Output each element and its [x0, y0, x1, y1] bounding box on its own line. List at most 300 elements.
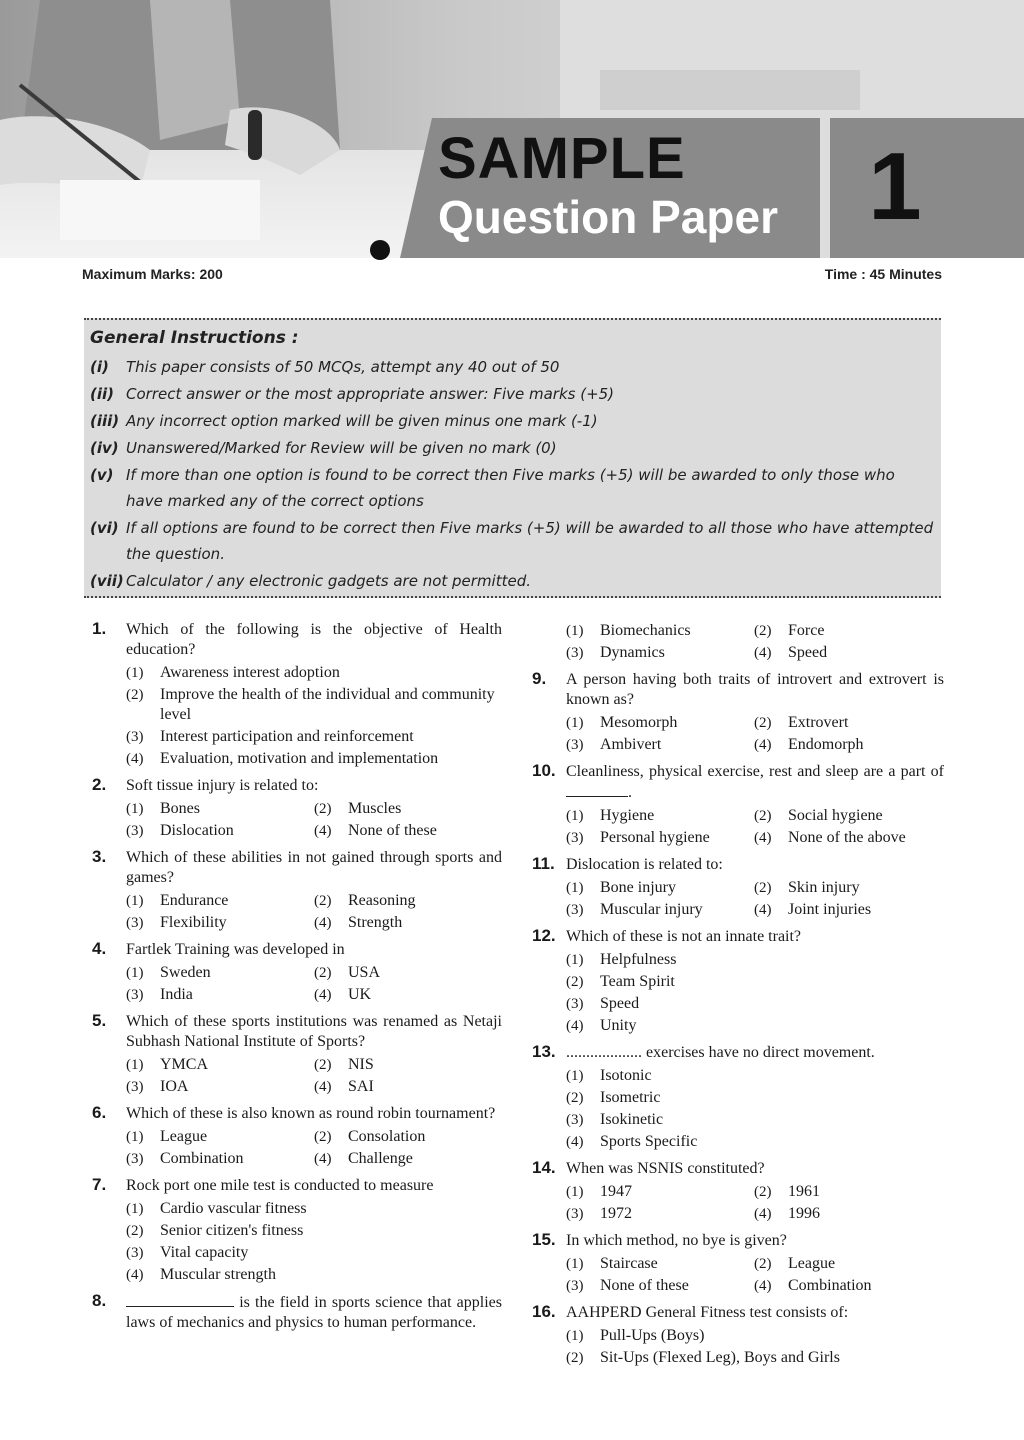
- option-item: [754, 735, 942, 755]
- option-number: (4): [566, 1018, 584, 1034]
- options-list: [566, 1253, 944, 1297]
- instruction-text: If more than one option is found to be correct then Five marks (+5) will be awarded to only those who have marked any of the correct options: [126, 466, 895, 510]
- instruction-item: [90, 462, 935, 514]
- question-text: [126, 620, 502, 660]
- question-text: [126, 848, 502, 888]
- option-text: Force: [788, 622, 825, 639]
- question-number: 7.: [92, 1175, 107, 1194]
- option-item: [314, 1149, 502, 1169]
- maximum-marks: Maximum Marks: 200: [82, 266, 223, 282]
- instruction-item: [90, 408, 935, 434]
- option-number: (2): [126, 1223, 144, 1239]
- option-text: Helpfulness: [600, 951, 677, 968]
- options-list: [566, 1181, 944, 1225]
- option-item: [314, 1077, 502, 1097]
- option-number: (3): [126, 915, 144, 931]
- option-item: [126, 663, 502, 683]
- instruction-text: Calculator / any electronic gadgets are not permitted.: [126, 572, 532, 590]
- question-text: [126, 776, 502, 796]
- question-text-body: AAHPERD General Fitness test consists of:: [566, 1304, 849, 1321]
- option-item: [754, 900, 942, 920]
- option-text: Endomorph: [788, 736, 864, 753]
- option-number: (3): [126, 729, 144, 745]
- option-item: [126, 1077, 314, 1097]
- question-item: [532, 1043, 944, 1153]
- general-instructions: [84, 318, 941, 598]
- option-number: (1): [126, 1129, 144, 1145]
- option-number: (4): [566, 1134, 584, 1150]
- option-text: Muscular strength: [160, 1266, 276, 1283]
- question-number: 8.: [92, 1291, 107, 1310]
- question-number: 9.: [532, 669, 547, 688]
- option-item: [566, 900, 754, 920]
- option-text: SAI: [348, 1078, 374, 1095]
- option-text: None of these: [600, 1277, 689, 1294]
- option-number: (2): [314, 893, 332, 909]
- question-item: [532, 927, 944, 1037]
- option-item: [754, 828, 942, 848]
- option-number: (2): [754, 715, 772, 731]
- instruction-item: [90, 435, 935, 461]
- question-number: 14.: [532, 1158, 556, 1177]
- instruction-number: (vii): [90, 572, 124, 590]
- option-text: Awareness interest adoption: [160, 664, 340, 681]
- option-text: Improve the health of the individual and community level: [160, 686, 495, 723]
- question-item: [92, 620, 502, 770]
- option-item: [754, 1204, 942, 1224]
- instruction-item: [90, 381, 935, 407]
- option-text: Cardio vascular fitness: [160, 1200, 307, 1217]
- option-item: [566, 806, 754, 826]
- question-text: [126, 1176, 502, 1196]
- option-number: (4): [754, 645, 772, 661]
- option-text: Sweden: [160, 964, 211, 981]
- option-number: (3): [566, 830, 584, 846]
- title-question-paper: Question Paper: [438, 191, 778, 243]
- option-number: (4): [754, 830, 772, 846]
- option-item: [566, 621, 754, 641]
- option-text: League: [788, 1255, 836, 1272]
- options-list: [566, 620, 944, 664]
- option-text: None of these: [348, 822, 437, 839]
- question-item: [92, 1176, 502, 1286]
- question-text-body: Which of these sports institutions was renamed as Netaji Subhash National Institute of Sports?: [126, 1013, 502, 1050]
- option-item: [566, 713, 754, 733]
- option-item: [314, 891, 502, 911]
- option-item: [566, 950, 944, 970]
- option-number: (2): [754, 1256, 772, 1272]
- option-number: (4): [126, 751, 144, 767]
- option-item: [566, 1110, 944, 1130]
- option-number: (4): [314, 915, 332, 931]
- option-number: (3): [566, 1278, 584, 1294]
- option-item: [314, 821, 502, 841]
- option-text: Hygiene: [600, 807, 655, 824]
- option-item: [754, 713, 942, 733]
- question-text-body: Which of these is also known as round robin tournament?: [126, 1105, 496, 1122]
- instruction-item: [90, 568, 935, 594]
- option-item: [754, 878, 942, 898]
- question-text: [566, 1303, 944, 1323]
- option-number: (2): [314, 1129, 332, 1145]
- option-number: (1): [126, 801, 144, 817]
- option-number: (1): [566, 952, 584, 968]
- options-list: [126, 1126, 502, 1170]
- options-list: [566, 1325, 944, 1369]
- option-text: Isokinetic: [600, 1111, 664, 1128]
- question-text-body: In which method, no bye is given?: [566, 1232, 787, 1249]
- option-item: [566, 1182, 754, 1202]
- question-item: [532, 670, 944, 756]
- option-text: Flexibility: [160, 914, 227, 931]
- question-number: 11.: [532, 854, 555, 873]
- option-number: (4): [126, 1267, 144, 1283]
- option-item: [126, 1055, 314, 1075]
- options-list: [566, 805, 944, 849]
- option-text: Interest participation and reinforcement: [160, 728, 414, 745]
- option-item: [566, 1066, 944, 1086]
- option-item: [314, 913, 502, 933]
- question-item: [92, 1012, 502, 1098]
- option-number: (4): [314, 823, 332, 839]
- option-number: (3): [126, 1245, 144, 1261]
- option-item: [314, 963, 502, 983]
- option-text: 1947: [600, 1183, 632, 1200]
- question-text-body: Soft tissue injury is related to:: [126, 777, 319, 794]
- instruction-number: (ii): [90, 385, 114, 403]
- option-text: Biomechanics: [600, 622, 691, 639]
- option-item: [566, 1088, 944, 1108]
- option-number: (3): [126, 823, 144, 839]
- options-list: [126, 962, 502, 1006]
- option-number: (3): [566, 902, 584, 918]
- option-number: (4): [754, 1278, 772, 1294]
- option-text: Sports Specific: [600, 1133, 698, 1150]
- option-text: NIS: [348, 1056, 374, 1073]
- option-item: [126, 727, 502, 747]
- question-number: 6.: [92, 1103, 107, 1122]
- question-text: [566, 670, 944, 710]
- option-item: [566, 1254, 754, 1274]
- time-limit: Time : 45 Minutes: [824, 266, 942, 282]
- options-list: [566, 712, 944, 756]
- option-item: [566, 1016, 944, 1036]
- instruction-number: (v): [90, 466, 114, 484]
- option-item: [754, 643, 942, 663]
- option-item: [126, 1127, 314, 1147]
- option-item: [126, 799, 314, 819]
- question-text-body: ................... exercises have no direct movement.: [566, 1044, 875, 1061]
- option-text: Combination: [160, 1150, 244, 1167]
- option-text: None of the above: [788, 829, 906, 846]
- option-text: Evaluation, motivation and implementation: [160, 750, 439, 767]
- option-text: Mesomorph: [600, 714, 678, 731]
- option-number: (4): [314, 1151, 332, 1167]
- option-item: [566, 828, 754, 848]
- question-item: [532, 855, 944, 921]
- title-sample: SAMPLE: [438, 126, 686, 191]
- option-text: Speed: [788, 644, 828, 661]
- option-item: [566, 735, 754, 755]
- options-list: [126, 662, 502, 770]
- question-item: [532, 1159, 944, 1225]
- option-number: (1): [566, 715, 584, 731]
- paper-number: 1: [868, 133, 922, 240]
- option-text: USA: [348, 964, 381, 981]
- question-text: [126, 1292, 502, 1333]
- question-8-options-continued: [532, 620, 944, 664]
- option-number: (1): [126, 893, 144, 909]
- option-text: Sit-Ups (Flexed Leg), Boys and Girls: [600, 1349, 840, 1366]
- questions-left-column: [92, 620, 502, 1339]
- instruction-item: [90, 515, 935, 567]
- question-item: [92, 848, 502, 934]
- option-item: [566, 878, 754, 898]
- option-item: [566, 972, 944, 992]
- question-number: 13.: [532, 1042, 556, 1061]
- question-item: [92, 776, 502, 842]
- question-text-body: Fartlek Training was developed in: [126, 941, 345, 958]
- options-list: [566, 949, 944, 1037]
- question-item: [532, 1303, 944, 1369]
- option-text: Staircase: [600, 1255, 658, 1272]
- option-item: [566, 643, 754, 663]
- option-number: (2): [754, 880, 772, 896]
- option-item: [126, 1265, 502, 1285]
- option-number: (1): [126, 1201, 144, 1217]
- option-number: (3): [566, 1206, 584, 1222]
- option-number: (2): [126, 687, 144, 703]
- question-number: 4.: [92, 939, 107, 958]
- option-item: [126, 1221, 502, 1241]
- option-item: [566, 1326, 944, 1346]
- option-item: [754, 1254, 942, 1274]
- question-item: [532, 1231, 944, 1297]
- question-number: 15.: [532, 1230, 556, 1249]
- option-text: 1972: [600, 1205, 632, 1222]
- question-item: [92, 940, 502, 1006]
- question-number: 16.: [532, 1302, 556, 1321]
- question-text: [566, 1159, 944, 1179]
- option-text: 1961: [788, 1183, 820, 1200]
- option-number: (1): [566, 1328, 584, 1344]
- question-text: [566, 855, 944, 875]
- instruction-number: (iv): [90, 439, 119, 457]
- question-text-body: is the field in sports science that applies laws of mechanics and physics to human performance.: [126, 1294, 503, 1331]
- instructions-heading: General Instructions :: [90, 328, 299, 348]
- instruction-number: (iii): [90, 412, 120, 430]
- options-list: [566, 1065, 944, 1153]
- option-number: (1): [566, 880, 584, 896]
- option-text: Ambivert: [600, 736, 662, 753]
- option-item: [754, 1276, 942, 1296]
- options-list: [566, 877, 944, 921]
- question-number: 1.: [92, 619, 107, 638]
- option-text: Social hygiene: [788, 807, 883, 824]
- option-item: [314, 985, 502, 1005]
- option-item: [566, 1132, 944, 1152]
- option-text: 1996: [788, 1205, 820, 1222]
- option-text: Reasoning: [348, 892, 416, 909]
- options-list: [126, 798, 502, 842]
- instruction-text: This paper consists of 50 MCQs, attempt any 40 out of 50: [126, 358, 560, 376]
- option-item: [126, 749, 502, 769]
- option-number: (1): [126, 1057, 144, 1073]
- option-item: [566, 994, 944, 1014]
- instructions-list: [90, 354, 935, 594]
- question-item: [92, 1104, 502, 1170]
- question-text: [126, 1104, 502, 1124]
- option-number: (1): [566, 808, 584, 824]
- option-text: UK: [348, 986, 372, 1003]
- option-number: (2): [754, 808, 772, 824]
- question-text-body: When was NSNIS constituted?: [566, 1160, 765, 1177]
- instruction-text: Any incorrect option marked will be given minus one mark (-1): [126, 412, 598, 430]
- option-number: (2): [314, 801, 332, 817]
- option-text: Dislocation: [160, 822, 234, 839]
- options-list: [126, 1054, 502, 1098]
- option-text: Personal hygiene: [600, 829, 710, 846]
- option-number: (4): [314, 1079, 332, 1095]
- option-text: Extrovert: [788, 714, 849, 731]
- question-text: [566, 762, 944, 803]
- option-number: (1): [566, 1068, 584, 1084]
- option-text: Senior citizen's fitness: [160, 1222, 304, 1239]
- option-number: (1): [126, 665, 144, 681]
- question-text-body: Dislocation is related to:: [566, 856, 723, 873]
- option-item: [126, 685, 502, 725]
- option-text: League: [160, 1128, 208, 1145]
- question-number: 2.: [92, 775, 107, 794]
- option-text: YMCA: [160, 1056, 209, 1073]
- banner-dot: [370, 240, 390, 260]
- option-item: [126, 963, 314, 983]
- option-item: [566, 1348, 944, 1368]
- options-list: [126, 890, 502, 934]
- option-text: Muscular injury: [600, 901, 703, 918]
- option-text: Isotonic: [600, 1067, 652, 1084]
- questions-right-column: [532, 620, 944, 1375]
- option-number: (3): [126, 1151, 144, 1167]
- instruction-number: (vi): [90, 519, 119, 537]
- question-text-body: Which of the following is the objective of Health education?: [126, 621, 502, 658]
- option-item: [314, 1055, 502, 1075]
- option-item: [126, 913, 314, 933]
- instruction-text: If all options are found to be correct then Five marks (+5) will be awarded to all those who have attempted the question.: [126, 519, 934, 563]
- instruction-text: Unanswered/Marked for Review will be given no mark (0): [126, 439, 557, 457]
- option-number: (3): [566, 737, 584, 753]
- option-item: [126, 821, 314, 841]
- question-number: 5.: [92, 1011, 107, 1030]
- option-text: India: [160, 986, 193, 1003]
- question-number: 12.: [532, 926, 556, 945]
- option-number: (2): [566, 1090, 584, 1106]
- question-text: [126, 1012, 502, 1052]
- question-item: [92, 1292, 502, 1333]
- option-text: Consolation: [348, 1128, 426, 1145]
- option-item: [314, 1127, 502, 1147]
- option-number: (2): [754, 623, 772, 639]
- question-number: 3.: [92, 847, 107, 866]
- option-number: (4): [314, 987, 332, 1003]
- option-number: (3): [126, 1079, 144, 1095]
- question-text-body: Rock port one mile test is conducted to measure: [126, 1177, 434, 1194]
- option-item: [126, 985, 314, 1005]
- option-number: (1): [566, 623, 584, 639]
- option-item: [566, 1204, 754, 1224]
- option-item: [566, 1276, 754, 1296]
- option-text: Speed: [600, 995, 640, 1012]
- answer-blank: [126, 1292, 234, 1307]
- question-text-body: Which of these is not an innate trait?: [566, 928, 802, 945]
- instruction-number: (i): [90, 358, 109, 376]
- instruction-text: Correct answer or the most appropriate answer: Five marks (+5): [126, 385, 615, 403]
- option-number: (1): [126, 965, 144, 981]
- option-number: (3): [566, 645, 584, 661]
- question-text-end: .: [628, 784, 632, 801]
- option-text: Vital capacity: [160, 1244, 249, 1261]
- option-text: Endurance: [160, 892, 229, 909]
- option-text: Team Spirit: [600, 973, 675, 990]
- option-number: (3): [126, 987, 144, 1003]
- option-text: Skin injury: [788, 879, 860, 896]
- option-item: [754, 1182, 942, 1202]
- option-text: Joint injuries: [788, 901, 872, 918]
- option-number: (1): [566, 1184, 584, 1200]
- option-item: [126, 1243, 502, 1263]
- question-number: 10.: [532, 761, 556, 780]
- instruction-item: [90, 354, 935, 380]
- options-list: [126, 1198, 502, 1286]
- option-text: Muscles: [348, 800, 402, 817]
- option-item: [126, 1149, 314, 1169]
- option-text: Isometric: [600, 1089, 661, 1106]
- option-number: (2): [314, 965, 332, 981]
- question-text-body: A person having both traits of introvert and extrovert is known as?: [566, 671, 944, 708]
- question-text-body: Cleanliness, physical exercise, rest and sleep are a part of: [566, 763, 944, 780]
- option-item: [126, 891, 314, 911]
- question-text: [566, 1231, 944, 1251]
- option-text: Bone injury: [600, 879, 676, 896]
- option-number: (4): [754, 737, 772, 753]
- option-item: [754, 621, 942, 641]
- option-text: Combination: [788, 1277, 872, 1294]
- question-text: [566, 1043, 944, 1063]
- option-text: Dynamics: [600, 644, 665, 661]
- question-text-body: Which of these abilities in not gained through sports and games?: [126, 849, 502, 886]
- option-text: Unity: [600, 1017, 637, 1034]
- option-number: (1): [566, 1256, 584, 1272]
- question-text: [126, 940, 502, 960]
- option-number: (3): [566, 1112, 584, 1128]
- option-item: [126, 1199, 502, 1219]
- option-text: Bones: [160, 800, 200, 817]
- option-text: Strength: [348, 914, 403, 931]
- question-text: [566, 927, 944, 947]
- option-number: (4): [754, 902, 772, 918]
- option-item: [314, 799, 502, 819]
- option-number: (4): [754, 1206, 772, 1222]
- option-number: (2): [566, 1350, 584, 1366]
- option-text: Challenge: [348, 1150, 413, 1167]
- option-number: (2): [314, 1057, 332, 1073]
- question-item: [532, 762, 944, 849]
- option-number: (2): [754, 1184, 772, 1200]
- option-text: Pull-Ups (Boys): [600, 1327, 705, 1344]
- option-number: (2): [566, 974, 584, 990]
- option-text: IOA: [160, 1078, 189, 1095]
- answer-blank: [566, 782, 628, 797]
